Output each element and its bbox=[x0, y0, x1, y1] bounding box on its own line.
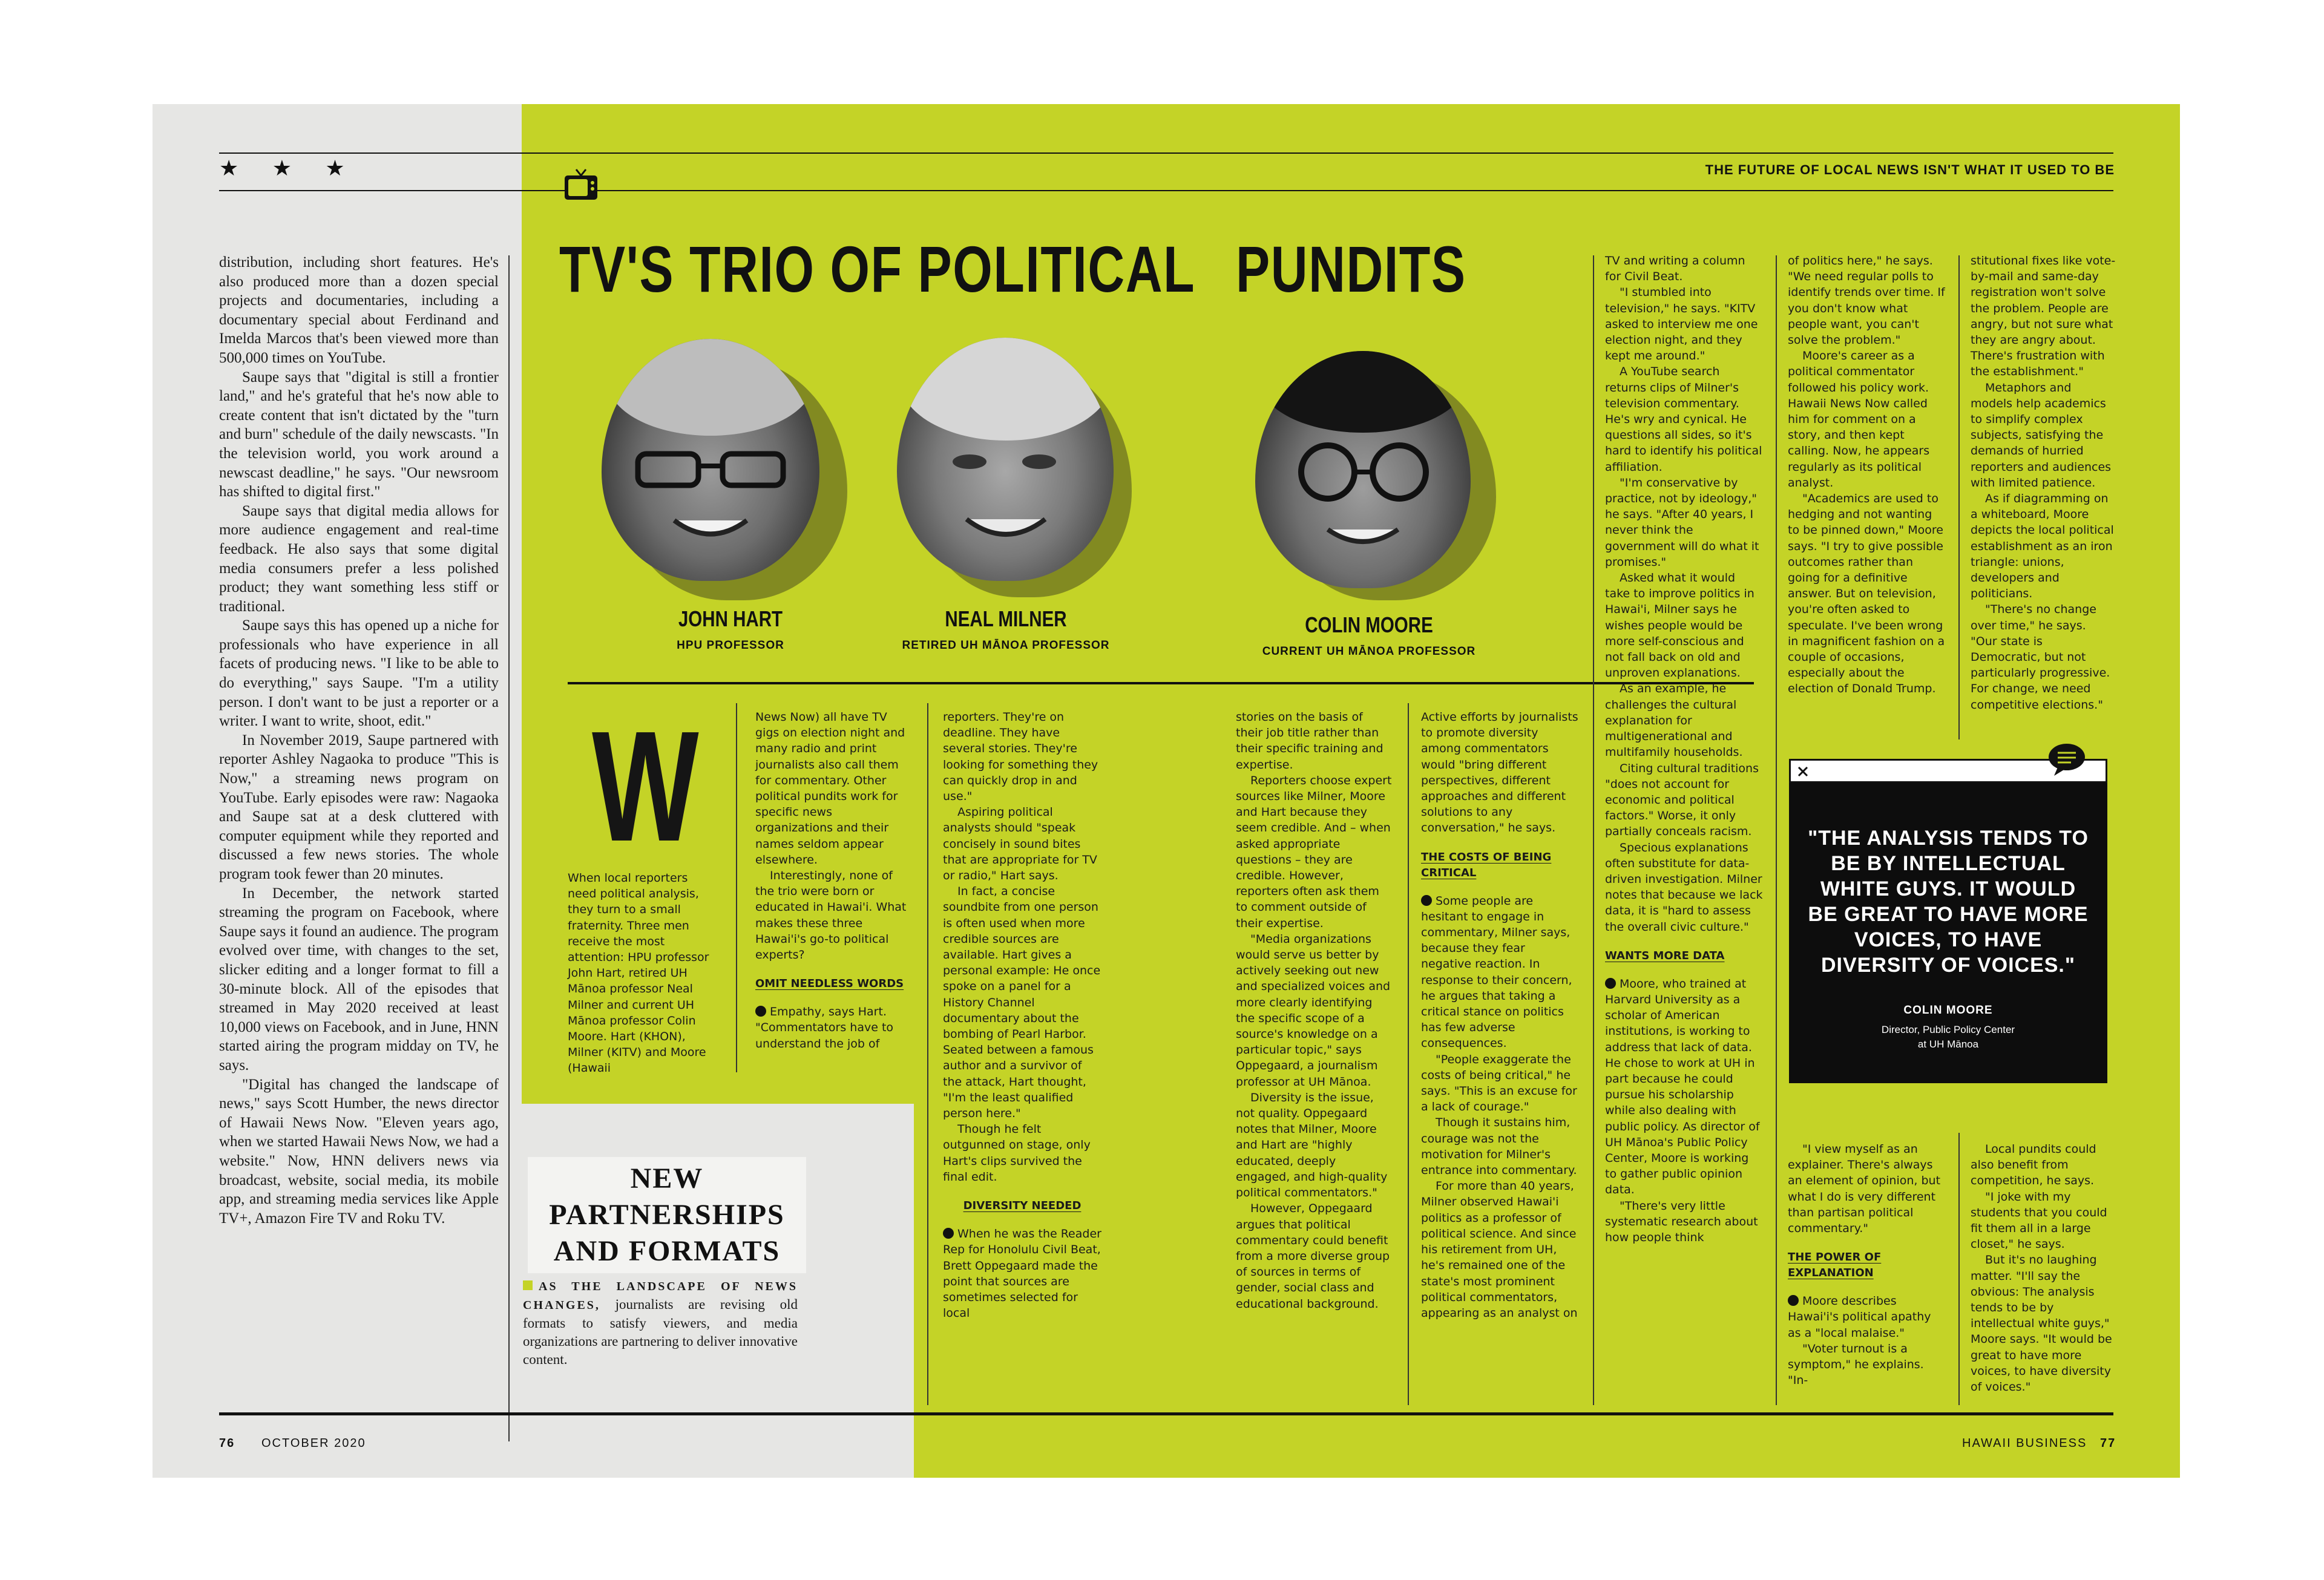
close-icon bbox=[1797, 765, 1809, 778]
article-column-4: stories on the basis of their job title rather than their specific training and expertise. Reporters choose expert sources like Milner, Moore and Hart because they seem credible. And – when asked appropriate questions – they are credible. However, reporters often ask them to comment outside of their expertise. "Media organizations would serve us better by actively seeking out new and specialized voices and more clearly identifying the specific scope of a source's knowledge on a particular topic," says Oppegaard, a journalism professor at UH Mānoa. Diversity is the issue, not quality. Oppegaard notes that Milner, Moore and Hart are "highly educated, deeply engaged, and high-quality political commentators." However, Oppegaard argues that political commentary could benefit from a more diverse group of sources in terms of gender, social class and educational background. bbox=[1236, 710, 1392, 1311]
pull-quote-name: COLIN MOORE bbox=[1903, 1004, 1993, 1017]
publication-name: HAWAII BUSINESS bbox=[1962, 1437, 2087, 1450]
bullet-dot-icon bbox=[943, 1228, 954, 1239]
column-rule bbox=[1958, 1133, 1960, 1405]
column-rule bbox=[736, 703, 737, 1072]
bullet-dot-icon bbox=[1788, 1295, 1799, 1306]
pundit-name: COLIN MOORE bbox=[1305, 612, 1433, 637]
subhead-diversity-needed: DIVERSITY NEEDED bbox=[963, 1199, 1082, 1213]
footer-rule bbox=[219, 1412, 2113, 1415]
tv-icon bbox=[563, 168, 599, 202]
pundit-name: NEAL MILNER bbox=[945, 606, 1067, 631]
article-column-7-top: of politics here," he says. "We need regular polls to identify trends over time. If you don't know what people want, you can't solve the problem." Moore's career as a political commentator followed his policy work. Hawaii News Now called him for comment on a story, and then kept calling. Now, he appears regularly as its political analyst. "Academics are used to hedging and not wanting to be pinned down," Moore says. "I try to give possible outcomes rather than going for a definitive answer. But on television, you're often asked to speculate. I've been wrong in magnificent fashion on a couple of occasions, especially about the election of Donald Trump. bbox=[1788, 254, 1945, 696]
article-column-8-bottom: Local pundits could also benefit from competition, he says. "I joke with my students that you could fit them all in a large closet," he says. But it's no laughing matter. "I'll say the obvious: The analysis tends to be by intellectual white guys," Moore says. "It would be great to have more voices, to have diversity of voices." bbox=[1971, 1142, 2112, 1394]
column-rule bbox=[508, 255, 510, 1441]
subhead-power-of-explanation: THE POWER OF EXPLANATION bbox=[1788, 1251, 1882, 1280]
yellow-square-icon bbox=[523, 1280, 533, 1290]
pundit-title: CURRENT UH MĀNOA PROFESSOR bbox=[1262, 645, 1476, 658]
article-column-5: Active efforts by journalists to promote diversity among commentators would "bring different perspectives, different approaches and different solutions to any conversation," he says. THE COSTS OF BEING CRITICAL Some people are hesitant to engage in commentary, Milner says, because they fear negative reaction. In response to their concern, he argues that taking a critical stance on politics has few adverse consequences. "People exaggerate the costs of being critical," he says. "This is an excuse for a lack of courage." Though it sustains him, courage was not the motivation for Milner's entrance into commentary. For more than 40 years, Milner observed Hawai'i politics as a professor of political science. And since his retirement from UH, he's remained one of the state's most prominent political commentators, appearing as an analyst on bbox=[1421, 710, 1578, 1320]
bullet-dot-icon bbox=[755, 1006, 766, 1017]
headline-part-1: TV'S TRIO OF POLITICAL bbox=[559, 232, 1196, 306]
bullet-dot-icon bbox=[1605, 978, 1616, 989]
stars-icon: ★ ★ ★ bbox=[219, 156, 358, 181]
column-rule bbox=[927, 703, 928, 1405]
magazine-spread bbox=[153, 104, 2180, 1478]
subhead-omit-needless-words: OMIT NEEDLESS WORDS bbox=[755, 977, 904, 991]
speech-bubble-icon bbox=[2047, 742, 2087, 777]
column-rule bbox=[1408, 703, 1409, 1405]
pull-quote-box bbox=[1789, 759, 2107, 1083]
sidebar-title: NEW PARTNERSHIPS AND FORMATS bbox=[528, 1157, 806, 1273]
article-column-3: reporters. They're on deadline. They have several stories. They're looking for something they can quickly drop in and use." Aspiring political analysts should "speak concisely in sound bites that are appropriate for TV or radio," Hart says. In fact, a concise soundbite from one person is often used when more credible sources are available. Hart gives a personal example: He once spoke on a panel for a History Channel documentary about the bombing of Pearl Harbor. Seated between a famous author and a survivor of the attack, Hart thought, "I'm the least qualified person here." Though he felt outgunned on stage, only Hart's clips survived the final edit. DIVERSITY NEEDED When he was the Reader Rep for Honolulu Civil Beat, Brett Oppegaard made the point that sources are sometimes selected for local bbox=[943, 710, 1101, 1320]
article-column-1: When local reporters need political analysis, they turn to a small fraternity. Three men receive the most attention: HPU professor John Hart, retired UH Mānoa professor Neal Milner and current UH Mānoa professor Colin Moore. Hart (KHON), Milner (KITV) and Moore (Hawaii bbox=[568, 871, 709, 1075]
column-rule bbox=[1593, 255, 1594, 1405]
issue-date: OCTOBER 2020 bbox=[261, 1437, 366, 1450]
column-rule bbox=[1776, 255, 1777, 1405]
left-page-column: distribution, including short features. He's also produced more than a dozen special projects and documentaries, including a documentary special about Ferdinand and Imelda Marcos that's been viewed more than 500,000 times on YouTube. Saupe says that "digital is still a frontier land," and he's grateful that he's now able to create content that isn't dictated by the "turn and burn" schedule of the daily newscasts. "In the television world, you work around a newscast deadline," he says. "Our newsroom has shifted to digital first." Saupe says that digital media allows for more audience engagement and real-time feedback. He also says that some digital media consumers prefer a less polished product; they want something less stiff or traditional. Saupe says this has opened up a niche for professionals who have experience in all facets of producing news. "I like to be able to do everything," says Saupe. "I'm a utility person. I don't want to be just a reporter or a writer. I want to write, shoot, edit." In November 2019, Saupe partnered with reporter Ashley Nagaoka to produce "This is Now," a streaming news program on YouTube. Early episodes were raw: Nagaoka and Saupe sat at a desk cluttered with computer equipment while they reported and discussed a few news stories. The whole program took fewer than 20 minutes. In December, the network started streaming the program on Facebook, where Saupe says it found an audience. The program evolved over time, with changes to the set, slicker editing and a longer format to fill a 30-minute block. All of the episodes that streamed in May 2020 received at least 10,000 views on Facebook, and in June, HNN started airing the program midday on TV, he says. "Digital has changed the landscape of news," says Scott Humber, the news director of Hawaii News Now. "Eleven years ago, when we started Hawaii News Now, we had a website." Now, HNN delivers news via broadcast, website, social media, its mobile app, and streaming media services like Apple TV+, Amazon Fire TV and Roku TV. bbox=[219, 254, 499, 1227]
top-rule bbox=[219, 152, 2113, 154]
pundit-title: RETIRED UH MĀNOA PROFESSOR bbox=[902, 639, 1110, 652]
article-column-7-bottom: "I view myself as an explainer. There's always an element of opinion, but what I do is very different than partisan political commentary." THE POWER OF EXPLANATION Moore describes Hawai'i's political apathy as a "local malaise." "Voter turnout is a symptom," he explains. "In- bbox=[1788, 1141, 1946, 1388]
pull-quote-text: "THE ANALYSIS TENDS TO BE BY INTELLECTUAL WHITE GUYS. IT WOULD BE GREAT TO HAVE MORE VOICES, TO HAVE DIVERSITY OF VOICES." bbox=[1808, 827, 2089, 977]
pundit-title: HPU PROFESSOR bbox=[677, 639, 784, 652]
subhead-wants-more-data: WANTS MORE DATA bbox=[1605, 949, 1725, 962]
top-rule-lower bbox=[219, 190, 2113, 191]
bullet-dot-icon bbox=[1421, 895, 1432, 906]
page-number-right: 77 bbox=[2100, 1437, 2116, 1450]
article-column-2: News Now) all have TV gigs on election night and many radio and print journalists also call them for commentary. Other political pundits work for specific news organizations and their names seldom appear elsewhere. Interestingly, none of the trio were born or educated in Hawai'i. What makes these three Hawai'i's go-to political experts? OMIT NEEDLESS WORDS Empathy, says Hart. "Commentators have to understand the job of bbox=[755, 709, 911, 1052]
article-divider bbox=[568, 682, 1754, 684]
sidebar-text: AS THE LANDSCAPE OF NEWS CHANGES, journalists are revising old formats to satisfy viewers, and media organizations are partnering to deliver innovative content. bbox=[523, 1280, 798, 1367]
section-kicker: THE FUTURE OF LOCAL NEWS ISN'T WHAT IT USED TO BE bbox=[1705, 162, 2115, 177]
subhead-costs-of-being-critical: THE COSTS OF BEING CRITICAL bbox=[1421, 850, 1552, 879]
column-rule bbox=[1958, 255, 1960, 739]
page-number-left: 76 bbox=[219, 1437, 235, 1450]
pull-quote-role: Director, Public Policy Center at UH Mānoa bbox=[1881, 1024, 2015, 1050]
drop-cap: W bbox=[592, 699, 699, 874]
headline-part-2: PUNDITS bbox=[1236, 232, 1466, 306]
pundit-name: JOHN HART bbox=[678, 606, 783, 631]
article-column-6: TV and writing a column for Civil Beat. "I stumbled into television," he says. "KITV asked to interview me one election night, and they kept me around." A YouTube search returns clips of Milner's television commentary. He's wry and cynical. He questions all sides, so it's hard to identify his political affiliation. "I'm conservative by practice, not by ideology," he says. "After 40 years, I never think the government will do what it promises." Asked what it would take to improve politics in Hawai'i, Milner says he wishes people would be more self-conscious and not fall back on old and unproven explanations. As an example, he challenges the cultural explanation for multigenerational and multifamily households. Citing cultural traditions "does not account for economic and political factors." Worse, it only partially conceals racism. Specious explanations often substitute for data-driven investigation. Milner notes that because we lack data, it is "hard to assess the overall civic culture." WANTS MORE DATA Moore, who trained at Harvard University as a scholar of American institutions, is working to address that lack of data. He chose to work at UH in part because he could pursue his scholarship while also dealing with public policy. As director of UH Mānoa's Public Policy Center, Moore is working to gather public opinion data. "There's very little systematic research about how people think bbox=[1605, 254, 1763, 1244]
article-column-8-top: stitutional fixes like vote-by-mail and same-day registration won't solve the problem. People are angry, but not sure what they are angry about. There's frustration with the establishment." Metaphors and models help academics to simplify complex subjects, satisfying the demands of hurried reporters and audiences with limited patience. As if diagramming on a whiteboard, Moore depicts the local political establishment as an iron triangle: unions, developers and politicians. "There's no change over time," he says. "Our state is Democratic, but not particularly progressive. For change, we need competitive elections." bbox=[1971, 254, 2116, 712]
